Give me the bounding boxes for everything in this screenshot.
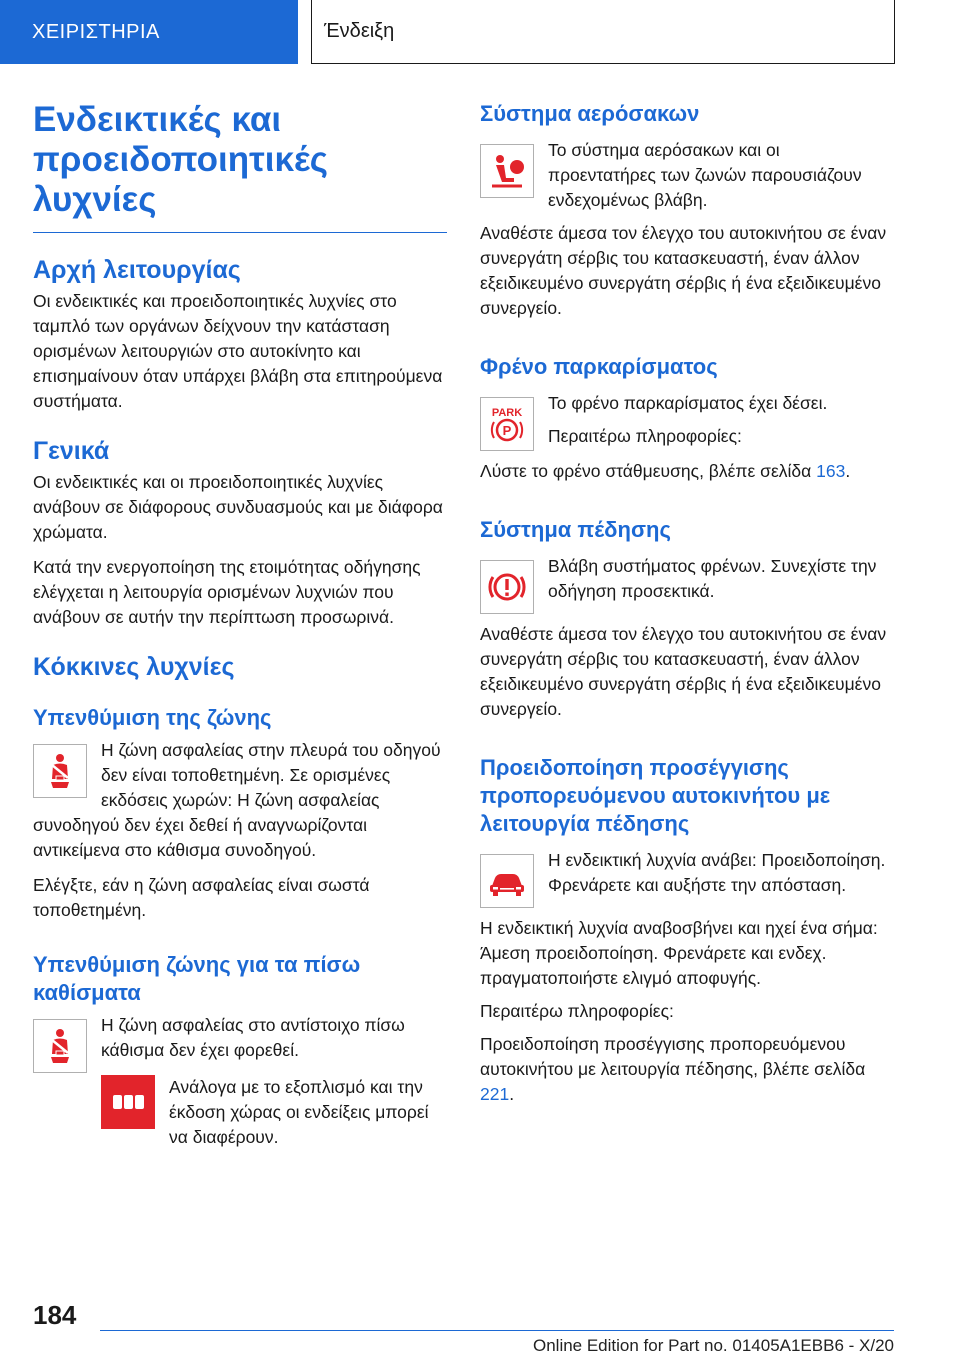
belt-text-1: Η ζώνη ασφαλείας στην πλευρά του οδηγού δεν είναι τοποθετημένη. Σε ορισμένες εκδόσεις χωρών: Η ζώνη ασφαλείας συνοδηγού δεν έχει δεθεί ή αναγνωρίζονται αντικείμενα στο κάθισμα συνοδηγού. [33,740,441,860]
rear-belt-block [33,1013,447,1150]
collision-block [480,848,892,908]
brake-system-block [480,554,892,614]
page-number: 184 [33,1300,77,1330]
parking-brake-text-3: Λύστε το φρένο στάθμευσης, βλέπε σελίδα 163. [480,461,851,481]
basic-text: Οι ενδεικτικές και προειδοποιητικές λυχνίες στο ταμπλό των οργάνων δείχνουν την κατάσταση ορισμένων λειτουργιών στο αυτοκίνητο και επισημαίνουν όταν υπάρχει βλάβη στα επιτηρούμενα συστήματα. [33,291,443,411]
general-text-1: Οι ενδεικτικές και οι προειδοποιητικές λυχνίες ανάβουν σε διάφορους συνδυασμούς και με διάφορα χρώματα. [33,472,443,542]
airbag-text-1: Το σύστημα αερόσακων και οι προεντατήρες των ζωνών παρουσιάζουν ενδεχομένως βλάβη. [548,140,862,210]
parking-brake-text-1: Το φρένο παρκαρίσματος έχει δέσει. [548,393,828,413]
parking-brake-block [480,391,892,451]
parking-brake-heading: Φρένο παρκαρίσματος [480,354,718,379]
belt-heading: Υπενθύμιση της ζώνης [33,705,272,730]
brake-system-text-2: Αναθέστε άμεσα τον έλεγχο του αυτοκινήτου σε έναν συνεργάτη σέρβις του κατασκευαστή, έναν άλλον εξειδικευμένο συνεργάτη σέρβις ή ένα εξειδικευμένο συνεργείο. [480,624,887,719]
svg-text:P: P [502,423,512,438]
belt-text-2: Ελέγξτε, εάν η ζώνη ασφαλείας είναι σωστά τοποθετημένη. [33,875,370,920]
page-title: Ενδεικτικές και προειδοποιητικές λυχνίες [33,100,447,233]
airbag-heading: Σύστημα αερόσακων [480,101,700,126]
parking-brake-text-2: Περαιτέρω πληροφορίες: [548,426,742,446]
general-text-2: Κατά την ενεργοποίηση της ετοιμότητας οδήγησης ελέγχεται η λειτουργία ορισμένων λυχνιών που ανάβουν σε αυτήν την περίπτωση προσωρινά. [33,557,421,627]
brake-system-heading: Σύστημα πέδησης [480,517,671,542]
rear-belt-heading: Υπενθύμιση ζώνης για τα πίσω καθίσματα [33,952,361,1005]
rear-seatbelt-icon [101,1075,155,1129]
general-heading: Γενικά [33,437,110,465]
brake-warning-icon [480,560,534,614]
airbag-icon [480,144,534,198]
parking-brake-icon-text: PARK [491,407,523,419]
collision-warning-car-icon [480,854,534,908]
footer-divider [100,1330,894,1331]
belt-block [33,738,447,863]
rear-belt-text-2: Ανάλογα με το εξοπλισμό και την έκδοση χώρας οι ενδείξεις μπορεί να διαφέρουν. [169,1077,429,1147]
collision-text-4: Προειδοποίηση προσέγγισης προπορευόμενου αυτοκινήτου με λειτουργία πέδησης, βλέπε σελίδα 221. [480,1034,866,1104]
rear-belt-text-1: Η ζώνη ασφαλείας στο αντίστοιχο πίσω κάθισμα δεν έχει φορεθεί. [101,1015,405,1060]
left-column [33,100,447,1150]
page-link-221[interactable]: 221 [480,1084,510,1104]
seatbelt-icon [33,1019,87,1073]
header-section-label: ΧΕΙΡΙΣΤΗΡΙΑ [32,20,160,43]
collision-text-2: Η ενδεικτική λυχνία αναβοσβήνει και ηχεί ένα σήμα: Άμεση προειδοποίηση. Φρενάρετε και ενδεχ. πραγματοποιήστε ελιγμό αποφυγής. [480,918,878,988]
page-link-163[interactable]: 163 [816,461,846,481]
header-topic-box [311,0,895,64]
header-topic-label: Ένδειξη [324,20,395,42]
brake-system-text-1: Βλάβη συστήματος φρένων. Συνεχίστε την οδήγηση προσεκτικά. [548,556,877,601]
right-column [480,100,892,1107]
seatbelt-icon [33,744,87,798]
collision-text-1: Η ενδεικτική λυχνία ανάβει: Προειδοποίηση. Φρενάρετε και αυξήστε την απόσταση. [548,850,886,895]
basic-heading: Αρχή λειτουργίας [33,256,241,284]
collision-heading: Προειδοποίηση προσέγγισης προπορευόμενου αυτοκινήτου με λειτουργία πέδησης [480,755,831,836]
collision-text-3: Περαιτέρω πληροφορίες: [480,1001,674,1021]
red-lights-heading: Κόκκινες λυχνίες [33,653,235,681]
airbag-text-2: Αναθέστε άμεσα τον έλεγχο του αυτοκινήτου σε έναν συνεργάτη σέρβις του κατασκευαστή, έναν άλλον εξειδικευμένο συνεργάτη σέρβις ή ένα εξειδικευμένο συνεργείο. [480,223,887,318]
header-section-tab [0,0,298,64]
parking-brake-icon [480,397,534,451]
airbag-block [480,138,892,213]
footer-edition: Online Edition for Part no. 01405A1EBB6 - X/20 [532,1336,894,1355]
